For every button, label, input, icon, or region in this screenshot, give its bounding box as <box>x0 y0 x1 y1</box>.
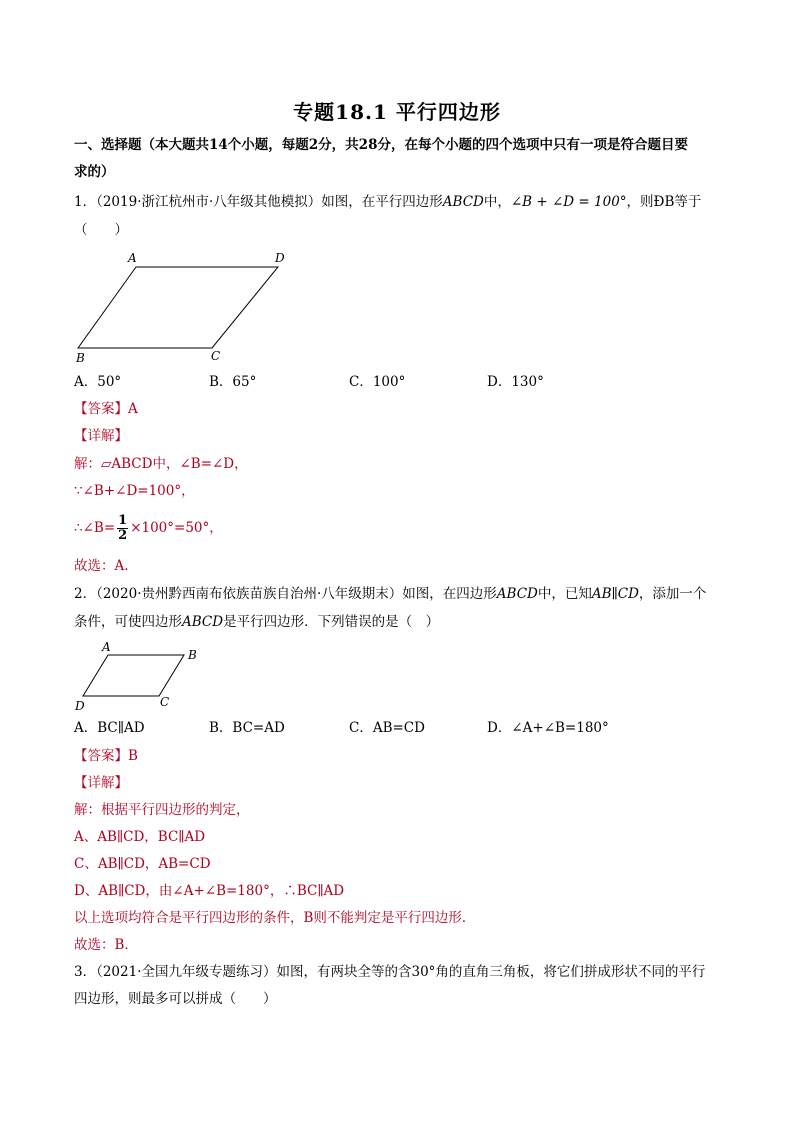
q1-parallelogram-shape <box>78 267 278 348</box>
q1-solution-line3-a: ∴∠B= <box>74 520 116 536</box>
q2-label-a: A <box>102 640 111 654</box>
q2-answer: 【答案】B <box>74 748 138 764</box>
q1-answer: 【答案】A <box>74 401 138 417</box>
q1-option-d: D．130° <box>487 374 544 390</box>
q1-stem-text-b: 中， <box>483 194 511 210</box>
q1-option-b: B．65° <box>209 374 257 390</box>
q2-option-c: C．AB=CD <box>349 720 425 736</box>
q2-label-b: B <box>188 648 197 662</box>
q1-detail-header: 【详解】 <box>74 428 128 444</box>
q2-label-c: C <box>160 695 170 709</box>
q2-option-a: A．BC∥AD <box>74 720 145 736</box>
page-title: 专题18.1 平行四边形 <box>293 100 501 124</box>
q2-solution-line3: C、AB∥CD，AB=CD <box>74 856 211 872</box>
q3-stem-line2: 四边形，则最多可以拼成（ ） <box>74 991 277 1007</box>
q2-option-d: D．∠A+∠B=180° <box>487 720 609 736</box>
q2-stem-text-a: 2．（2020·贵州黔西南布依族苗族自治州·八年级期末）如图，在四边形 <box>74 586 497 602</box>
q1-label-d: D <box>275 251 285 265</box>
q2-stem-text-c: ，添加一个 <box>638 586 707 602</box>
q2-stem-parallel: AB∥CD <box>591 586 639 602</box>
q2-solution-line4: D、AB∥CD，由∠A+∠B=180°，∴BC∥AD <box>74 883 345 899</box>
q1-solution-line3 <box>74 514 223 543</box>
q1-stem-line2: （ ） <box>74 222 128 238</box>
section-heading-line1: 一、选择题（本大题共14个小题，每题2分，共28分，在每个小题的四个选项中只有一项是符合题目要 <box>74 137 688 153</box>
q2-stem-text-b: 中，已知 <box>537 586 592 602</box>
q1-fraction <box>117 514 128 543</box>
section-heading-line2: 求的） <box>74 164 115 180</box>
q1-option-c: C．100° <box>349 374 406 390</box>
q1-stem-text-c: ，则ÐB等于 <box>626 194 702 210</box>
q1-solution-line1: 解：▱ABCD中，∠B=∠D， <box>74 456 248 472</box>
q2-solution-line2: A、AB∥CD，BC∥AD <box>74 829 206 845</box>
q1-stem-math: ∠B + ∠D = 100° <box>510 194 627 210</box>
q1-label-a: A <box>128 251 137 265</box>
q1-stem-line1 <box>74 192 701 212</box>
q1-solution-line3-b: ×100°=50°， <box>130 520 223 536</box>
q1-stem-abcd: ABCD <box>442 194 484 210</box>
q2-solution-line1: 解：根据平行四边形的判定， <box>74 802 250 818</box>
q3-stem-line1: 3．（2021·全国九年级专题练习）如图，有两块全等的含30°角的直角三角板，将它们拼成形状不同的平行 <box>74 964 706 980</box>
q2-stem-line2 <box>74 612 439 632</box>
q1-stem-text-a: 1．（2019·浙江杭州市·八年级其他模拟）如图，在平行四边形 <box>74 194 443 210</box>
q2-parallelogram-shape <box>83 655 184 696</box>
q1-fraction-numerator: 1 <box>118 513 128 528</box>
q2-stem-abcd: ABCD <box>496 586 538 602</box>
q2-option-b: B．BC=AD <box>209 720 285 736</box>
q2-solution-line5: 以上选项均符合是平行四边形的条件，B则不能判定是平行四边形． <box>74 910 476 926</box>
q1-option-a: A．50° <box>74 374 122 390</box>
q2-stem-line1 <box>74 584 706 604</box>
q2-stem-text-e: 是平行四边形．下列错误的是（ ） <box>223 614 440 630</box>
q2-stem-abcd-2: ABCD <box>182 614 224 630</box>
q2-detail-header: 【详解】 <box>74 775 128 791</box>
q2-parallelogram-figure <box>70 640 220 716</box>
q1-parallelogram-figure <box>70 246 300 368</box>
q2-label-d: D <box>75 699 85 713</box>
q2-solution-line6: 故选：B． <box>74 937 138 953</box>
q1-fraction-denominator: 2 <box>118 528 128 543</box>
q1-solution-line4: 故选：A. <box>74 558 129 574</box>
q1-label-b: B <box>76 351 85 365</box>
q2-stem-text-d: 条件，可使四边形 <box>74 614 182 630</box>
q1-solution-line2: ∵∠B+∠D=100°， <box>74 483 195 499</box>
q1-label-c: C <box>211 349 221 363</box>
